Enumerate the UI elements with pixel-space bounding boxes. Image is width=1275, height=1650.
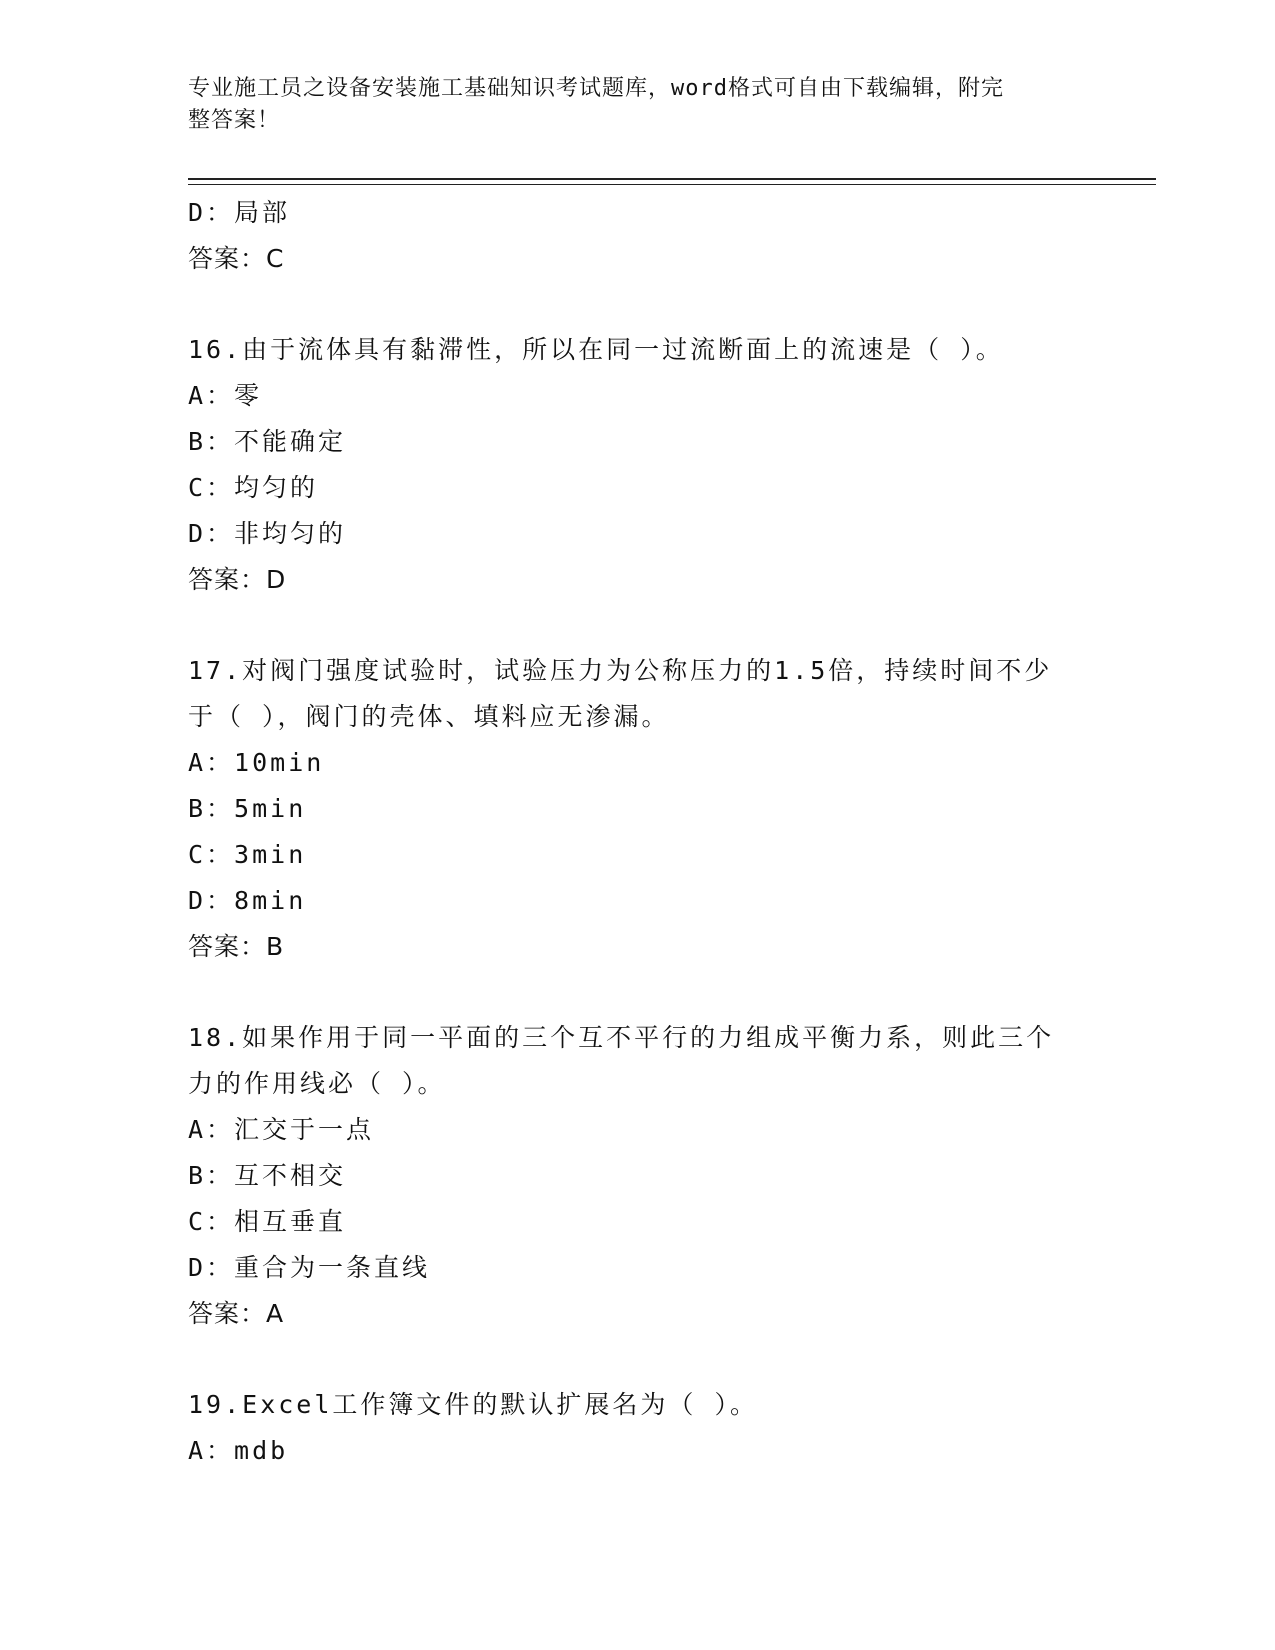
question-16-option-b: B：不能确定 bbox=[188, 427, 347, 456]
question-18-text-line-1: 18.如果作用于同一平面的三个互不平行的力组成平衡力系，则此三个 bbox=[188, 1023, 1055, 1052]
header-line-2: 整答案！ bbox=[188, 108, 281, 133]
question-17-option-c: C：3min bbox=[188, 840, 307, 869]
header-divider-thick bbox=[188, 178, 1156, 180]
question-17-option-a: A：10min bbox=[188, 748, 325, 777]
question-18-option-b: B：互不相交 bbox=[188, 1161, 347, 1190]
question-19-text: 19.Excel工作簿文件的默认扩展名为（ ）。 bbox=[188, 1390, 758, 1419]
question-16-option-d: D：非均匀的 bbox=[188, 519, 347, 548]
question-18-text-line-2: 力的作用线必（ ）。 bbox=[188, 1069, 446, 1098]
question-list bbox=[188, 190, 1088, 1474]
question-18-answer: 答案：A bbox=[188, 1299, 285, 1328]
question-19 bbox=[188, 1382, 1088, 1474]
question-16 bbox=[188, 327, 1088, 603]
question-16-text: 16.由于流体具有黏滞性，所以在同一过流断面上的流速是（ ）。 bbox=[188, 335, 1004, 364]
question-17-text-line-2: 于（ ），阀门的壳体、填料应无渗漏。 bbox=[188, 702, 670, 731]
question-17-answer: 答案：B bbox=[188, 932, 285, 961]
question-18-option-a: A：汇交于一点 bbox=[188, 1115, 375, 1144]
header-line-1: 专业施工员之设备安装施工基础知识考试题库，word格式可自由下载编辑，附完 bbox=[188, 76, 1004, 101]
question-17-option-d: D：8min bbox=[188, 886, 307, 915]
header-divider-thin bbox=[188, 184, 1156, 185]
spacer bbox=[188, 603, 1088, 648]
question-18 bbox=[188, 1015, 1088, 1337]
document-header bbox=[188, 73, 1078, 137]
question-16-option-c: C：均匀的 bbox=[188, 473, 319, 502]
question-16-option-a: A：零 bbox=[188, 381, 263, 410]
spacer bbox=[188, 970, 1088, 1015]
question-16-answer: 答案：D bbox=[188, 565, 287, 594]
question-17 bbox=[188, 648, 1088, 970]
question-17-option-b: B：5min bbox=[188, 794, 307, 823]
spacer bbox=[188, 282, 1088, 327]
spacer bbox=[188, 1337, 1088, 1382]
question-19-option-a: A：mdb bbox=[188, 1436, 289, 1465]
prev-answer: 答案：C bbox=[188, 244, 285, 273]
prev-option-d: D：局部 bbox=[188, 198, 291, 227]
question-18-option-c: C：相互垂直 bbox=[188, 1207, 347, 1236]
question-18-option-d: D：重合为一条直线 bbox=[188, 1253, 431, 1282]
question-17-text-line-1: 17.对阀门强度试验时，试验压力为公称压力的1.5倍，持续时间不少 bbox=[188, 656, 1053, 685]
